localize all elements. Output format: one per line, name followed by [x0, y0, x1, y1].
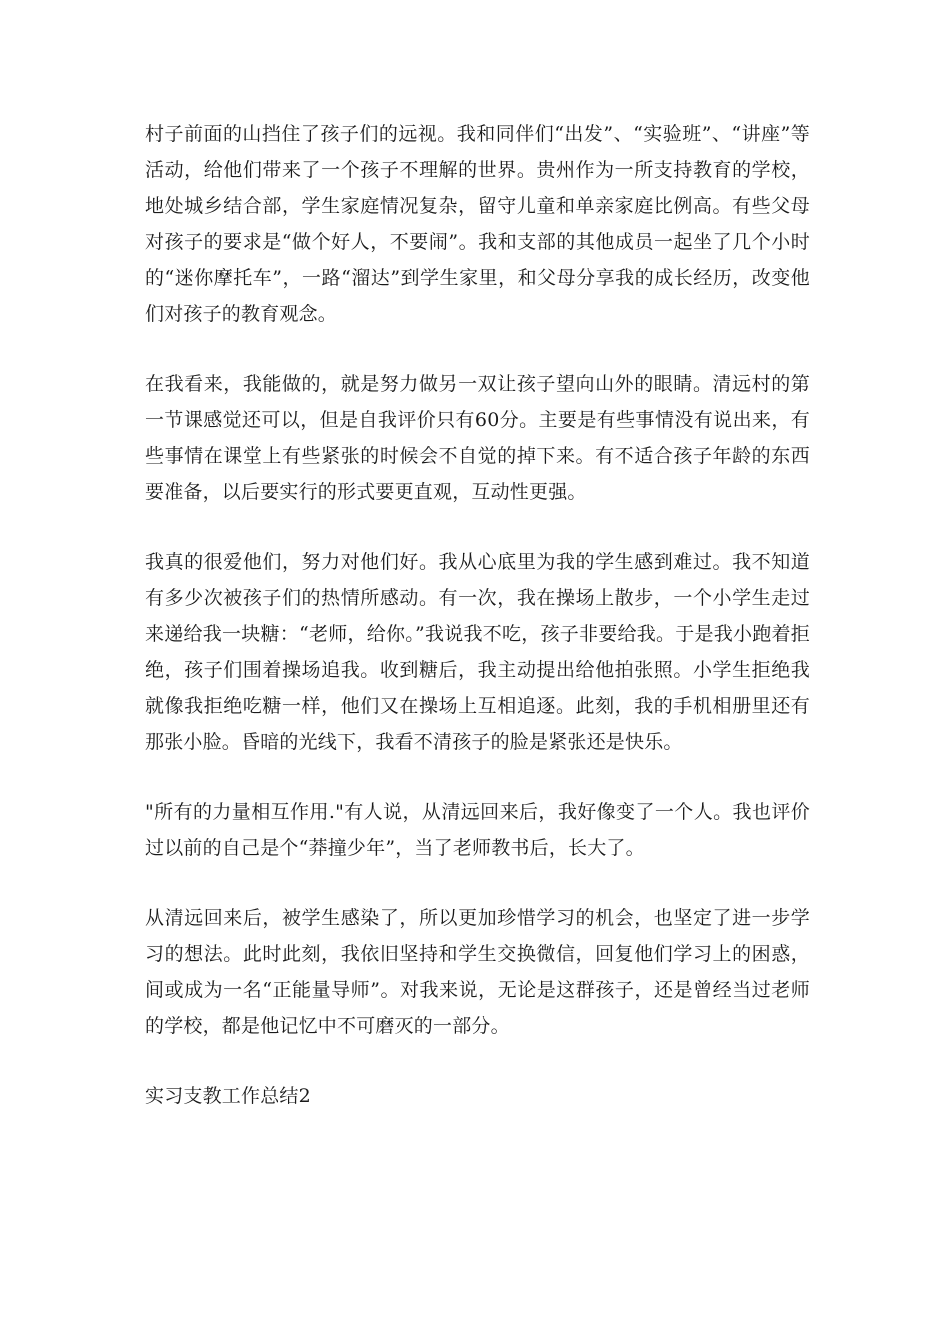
paragraph-5: 从清远回来后，被学生感染了，所以更加珍惜学习的机会，也坚定了进一步学习的想法。此时此刻，我依旧坚持和学生交换微信，回复他们学习上的困惑，间或成为一名“正能量导师”。对我来说，无论是这群孩子，还是曾经当过老师的学校，都是他记忆中不可磨灭的一部分。 — [145, 907, 810, 1037]
paragraph-4: "所有的力量相互作用."有人说，从清远回来后，我好像变了一个人。我也评价过以前的自己是个“莽撞少年”，当了老师教书后，长大了。 — [145, 801, 810, 859]
paragraph-2: 在我看来，我能做的，就是努力做另一双让孩子望向山外的眼睛。清远村的第一节课感觉还可以，但是自我评价只有60分。主要是有些事情没有说出来，有些事情在课堂上有些紧张的时候会不自觉的掉下来。有不适合孩子年龄的东西要准备，以后要实行的形式要更直观，互动性更强。 — [145, 373, 810, 503]
paragraph-1: 村子前面的山挡住了孩子们的远视。我和同伴们“出发”、“实验班”、“讲座”等活动，给他们带来了一个孩子不理解的世界。贵州作为一所支持教育的学校，地处城乡结合部，学生家庭情况复杂，留守儿童和单亲家庭比例高。有些父母对孩子的要求是“做个好人，不要闹”。我和支部的其他成员一起坐了几个小时的“迷你摩托车”，一路“溜达”到学生家里，和父母分享我的成长经历，改变他们对孩子的教育观念。 — [145, 123, 810, 325]
paragraph-3: 我真的很爱他们，努力对他们好。我从心底里为我的学生感到难过。我不知道有多少次被孩子们的热情所感动。有一次，我在操场上散步，一个小学生走过来递给我一块糖：“老师，给你。”我说我不吃，孩子非要给我。于是我小跑着拒绝，孩子们围着操场追我。收到糖后，我主动提出给他拍张照。小学生拒绝我就像我拒绝吃糖一样，他们又在操场上互相追逐。此刻，我的手机相册里还有那张小脸。昏暗的光线下，我看不清孩子的脸是紧张还是快乐。 — [145, 551, 810, 753]
document-body — [145, 116, 810, 1114]
section-heading: 实习支教工作总结2 — [145, 1085, 311, 1107]
